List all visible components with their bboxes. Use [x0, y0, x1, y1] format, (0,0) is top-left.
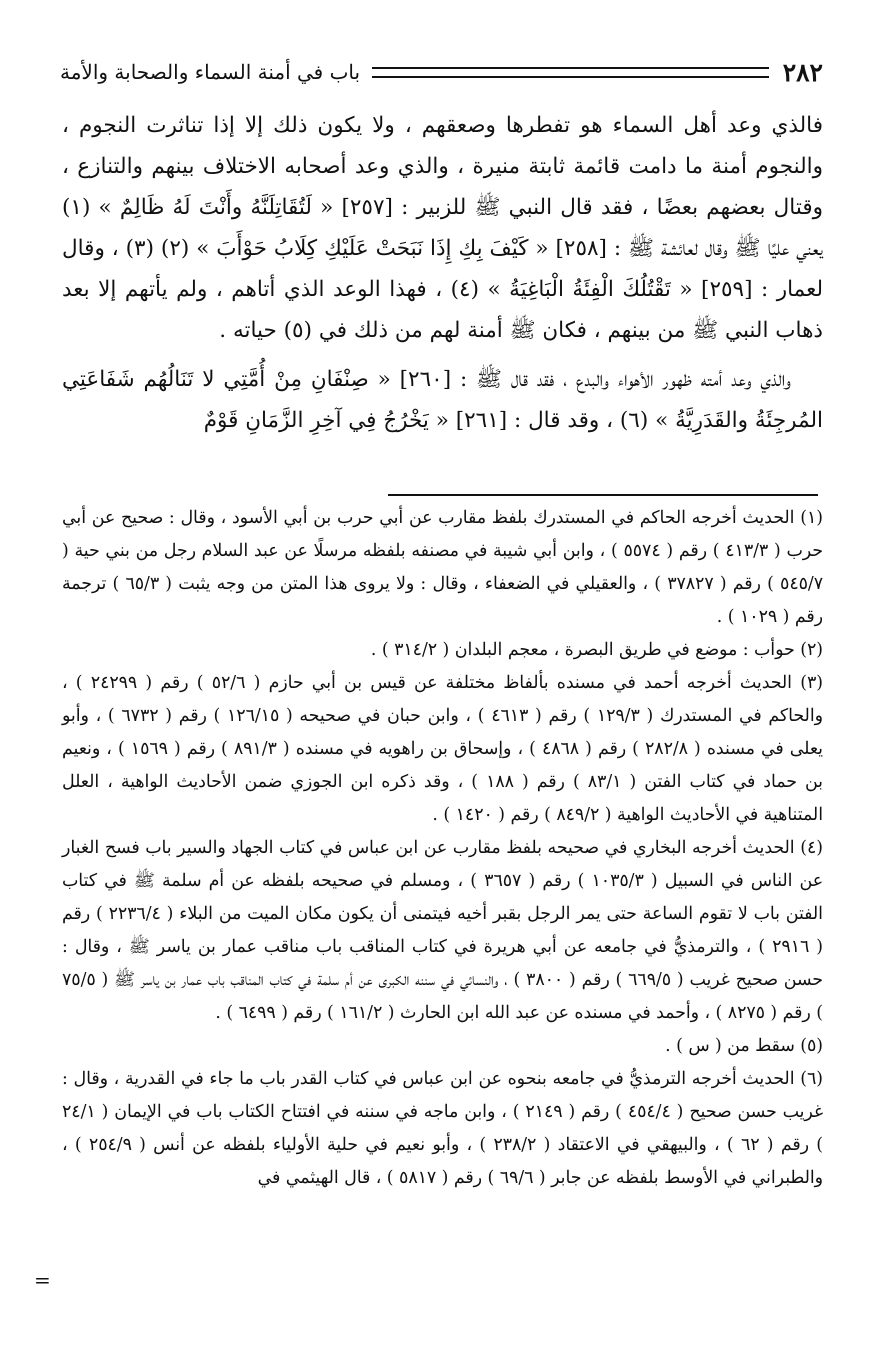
continuation-mark: =	[34, 1268, 51, 1292]
body-paragraph: فالذي وعد أهل السماء هو تفطرها وصعقهم ، ولا يكون ذلك إلا إذا تناثرت النجوم ، والنجوم أمنة ما دامت قائمة ثابتة منيرة ، والذي وعد أصحابه الاختلاف بينهم والتنازع ، وقتال بعضهم بعضًا ، فقد قال النبي ﷺ للزبير : [٢٥٧] « لَتُقَاتِلَنَّهُ وأَنْتَ لَهُ ظَالِمٌ » (١) يعني عليًا ﷺ وقال لعائشة ﷺ : [٢٥٨] « كَيْفَ بِكِ إِذَا نَبَحَتْ عَلَيْكِ كِلَابُ حَوْأَبَ » (٢) (٣) ، وقال لعمار : [٢٥٩] « تَقْتُلُكَ الْفِئَةُ الْبَاغِيَةُ » (٤) ، فهذا الوعد الذي أتاهم ، ولم يأتهم إلا بعد ذهاب النبي ﷺ من بينهم ، فكان ﷺ أمنة لهم من ذلك في (٥) حياته .	[62, 113, 824, 343]
page-number: ٢٨٢	[782, 57, 823, 87]
footnote-separator	[388, 494, 818, 496]
footnotes	[62, 502, 823, 1195]
footnote-6: (٦) الحديث أخرجه الترمذيُّ في جامعه بنحوه عن ابن عباس في كتاب القدر باب ما جاء في القدرية ، وقال : غريب حسن صحيح ( ٤٥٤/٤ ) رقم ( ٢١٤٩ ) ، وابن ماجه في سننه في افتتاح الكتاب باب في الإيمان ( ٢٤/١ ) رقم ( ٦٢ ) ، والبيهقي في الاعتقاد ( ٢٣٨/٢ ) ، وأبو نعيم في حلية الأولياء بلفظه عن أنس ( ٢٥٤/٩ ) ، والطبراني في الأوسط بلفظه عن جابر ( ٦٩/٦ ) رقم ( ٥٨١٧ ) ، قال الهيثمي في	[62, 1069, 823, 1188]
main-text	[62, 105, 823, 441]
header-rule	[372, 67, 769, 78]
body-paragraph: والذي وعد أمته ظهور الأهواء والبدع ، فقد قال ﷺ : [٢٦٠] « صِنْفَانِ مِنْ أُمَّتِي لا تَنَالُهُم شَفَاعَتِي المُرجِئَةُ والقَدَرِيَّةُ » (٦) ، وقد قال : [٢٦١] « يَخْرُجُ فِي آخِرِ الزَّمَانِ قَوْمٌ	[62, 367, 823, 433]
chapter-title: باب في أمنة السماء والصحابة والأمة	[60, 60, 361, 84]
footnote-4: (٤) الحديث أخرجه البخاري في صحيحه بلفظ مقارب عن ابن عباس في كتاب الجهاد والسير باب فسح الغبار عن الناس في السبيل ( ١٠٣٥/٣ ) رقم ( ٣٦٥٧ ) ، ومسلم في صحيحه بلفظه عن أم سلمة ﷺ في كتاب الفتن باب لا تقوم الساعة حتى يمر الرجل بقبر أخيه فيتمنى أن يكون مكان الميت من البلاء ( ٢٢٣٦/٤ ) رقم ( ٢٩١٦ ) ، والترمذيُّ في جامعه عن أبي هريرة في كتاب المناقب باب مناقب عمار بن ياسر ﷺ ، وقال : حسن صحيح غريب ( ٦٦٩/٥ ) رقم ( ٣٨٠٠ ) ، والنسائي في سننه الكبرى عن أم سلمة في كتاب المناقب باب عمار بن ياسر ﷺ ( ٧٥/٥ ) رقم ( ٨٢٧٥ ) ، وأحمد في مسنده عن عبد الله ابن الحارث ( ١٦١/٢ ) رقم ( ٦٤٩٩ ) .	[62, 838, 824, 1023]
page-header	[60, 54, 823, 90]
footnote-5: (٥) سقط من ( س ) .	[665, 1036, 823, 1056]
footnote-3: (٣) الحديث أخرجه أحمد في مسنده بألفاظ مختلفة عن قيس بن أبي حازم ( ٥٢/٦ ) رقم ( ٢٤٢٩٩ ) ، والحاكم في المستدرك ( ١٢٩/٣ ) رقم ( ٤٦١٣ ) ، وابن حبان في صحيحه ( ١٢٦/١٥ ) رقم ( ٦٧٣٢ ) ، وأبو يعلى في مسنده ( ٢٨٢/٨ ) رقم ( ٤٨٦٨ ) ، وإسحاق بن راهويه في مسنده ( ٨٩١/٣ ) رقم ( ١٥٦٩ ) ، ونعيم بن حماد في كتاب الفتن ( ٨٣/١ ) رقم ( ١٨٨ ) ، وقد ذكره ابن الجوزي ضمن الأحاديث الواهية ، العلل المتناهية في الأحاديث الواهية ( ٨٤٩/٢ ) رقم ( ١٤٢٠ ) .	[62, 673, 823, 825]
footnote-2: (٢) حوأب : موضع في طريق البصرة ، معجم البلدان ( ٣١٤/٢ ) .	[370, 640, 823, 660]
footnote-1: (١) الحديث أخرجه الحاكم في المستدرك بلفظ مقارب عن أبي حرب بن أبي الأسود ، وقال : صحيح عن أبي حرب ( ٤١٣/٣ ) رقم ( ٥٥٧٤ ) ، وابن أبي شيبة في مصنفه بلفظه مرسلًا عن عبد السلام رجل من بني حية ( ٥٤٥/٧ ) رقم ( ٣٧٨٢٧ ) ، والعقيلي في الضعفاء ، وقال : ولا يروى هذا المتن من وجه يثبت ( ٦٥/٣ ) ترجمة رقم ( ١٠٢٩ ) .	[62, 508, 823, 627]
